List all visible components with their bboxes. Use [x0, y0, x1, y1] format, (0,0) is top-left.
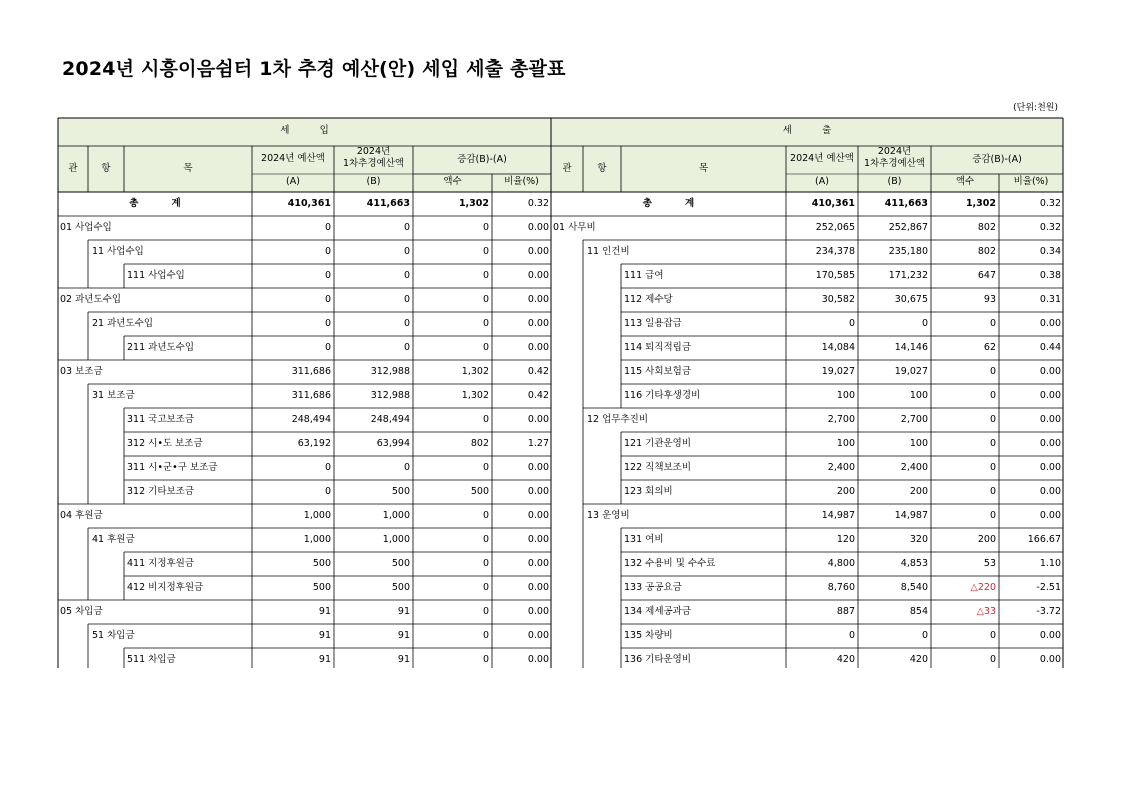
budget-b-value: 2,400 — [900, 462, 928, 473]
budget-b-value: 411,663 — [366, 198, 410, 209]
budget-b-header-sub: (B) — [366, 176, 381, 187]
diff-ratio-value: 1.27 — [527, 438, 549, 449]
diff-ratio-value: 0.00 — [527, 654, 549, 665]
diff-amount-value: 0 — [482, 414, 489, 425]
diff-amount-value: 0 — [482, 630, 489, 641]
budget-a-value: 887 — [836, 606, 855, 617]
diff-amount-value: 1,302 — [461, 390, 489, 401]
row-label: 116 기타후생경비 — [624, 390, 701, 401]
budget-b-value: 854 — [909, 606, 928, 617]
budget-b-value: 312,988 — [370, 366, 410, 377]
budget-b-value: 0 — [403, 270, 410, 281]
row-label: 02 과년도수입 — [60, 294, 121, 305]
budget-b-value: 100 — [909, 438, 928, 449]
row-label: 311 시•군•구 보조금 — [127, 462, 218, 473]
budget-b-header-sub: (B) — [887, 176, 902, 187]
mok-header: 목 — [183, 163, 193, 174]
budget-a-value: 0 — [324, 342, 331, 353]
budget-a-header: 2024년 예산액 — [261, 153, 325, 164]
row-label: 114 퇴직적립금 — [624, 342, 692, 353]
diff-amount-value: 0 — [989, 630, 996, 641]
row-label: 134 제세공과금 — [624, 606, 692, 617]
diff-amount-value: 0 — [482, 510, 489, 521]
row-label: 21 과년도수입 — [92, 318, 153, 329]
row-label: 115 사회보험금 — [624, 366, 692, 377]
diff-ratio-value: 0.00 — [527, 558, 549, 569]
row-label: 511 차입금 — [127, 654, 176, 665]
diff-ratio-value: 0.00 — [527, 270, 549, 281]
budget-a-header-sub: (A) — [815, 176, 829, 187]
budget-b-value: 2,700 — [900, 414, 928, 425]
budget-b-value: 0 — [403, 294, 410, 305]
hang-header: 항 — [101, 163, 111, 174]
budget-a-value: 100 — [836, 438, 855, 449]
diff-amount-value: 0 — [482, 654, 489, 665]
row-label: 311 국고보조금 — [127, 414, 195, 425]
diff-amount-value: △33 — [976, 606, 996, 617]
row-label: 31 보조금 — [92, 390, 135, 401]
budget-b-value: 248,494 — [370, 414, 410, 425]
mok-header: 목 — [698, 163, 709, 174]
budget-b-value: 171,232 — [888, 270, 928, 281]
row-label: 51 차입금 — [92, 630, 135, 641]
diff-amount-value: 0 — [482, 270, 489, 281]
diff-ratio-value: 0.32 — [527, 198, 549, 209]
row-label: 412 비지정후원금 — [127, 582, 204, 593]
budget-b-value: 0 — [403, 246, 410, 257]
budget-a-header-sub: (A) — [286, 176, 300, 187]
diff-amount-value: 1,302 — [965, 198, 996, 209]
diff-amount-value: 0 — [482, 582, 489, 593]
diff-ratio-value: 1.10 — [1039, 558, 1061, 569]
diff-ratio-value: 0.00 — [527, 342, 549, 353]
budget-a-value: 410,361 — [811, 198, 855, 209]
budget-a-value: 30,582 — [821, 294, 855, 305]
diff-amount-value: 0 — [989, 366, 996, 377]
budget-a-value: 311,686 — [291, 366, 331, 377]
diff-header: 증감(B)-(A) — [457, 154, 507, 165]
diff-ratio-value: 0.00 — [1039, 630, 1061, 641]
budget-b-value: 19,027 — [894, 366, 928, 377]
diff-ratio-value: -3.72 — [1036, 606, 1061, 617]
row-label: 121 기관운영비 — [624, 438, 692, 449]
row-label: 111 사업수입 — [127, 270, 185, 281]
budget-b-value: 1,000 — [382, 534, 410, 545]
diff-ratio-value: 0.32 — [1039, 222, 1061, 233]
row-label: 01 사업수입 — [60, 222, 112, 233]
budget-a-value: 0 — [324, 318, 331, 329]
diff-ratio-value: 0.00 — [1039, 462, 1061, 473]
hang-header: 항 — [597, 163, 607, 174]
gwan-header: 관 — [68, 163, 78, 174]
row-label: 312 시•도 보조금 — [127, 438, 203, 449]
budget-a-value: 14,987 — [821, 510, 855, 521]
budget-a-value: 100 — [836, 390, 855, 401]
diff-ratio-value: 0.00 — [527, 486, 549, 497]
diff-header: 증감(B)-(A) — [972, 154, 1022, 165]
diff-ratio-value: 0.34 — [1039, 246, 1061, 257]
diff-ratio-value: 0.00 — [527, 414, 549, 425]
diff-ratio-value: 0.42 — [527, 390, 549, 401]
diff-amount-value: 0 — [989, 486, 996, 497]
diff-amount-value: 1,302 — [458, 198, 489, 209]
row-label: 11 사업수입 — [92, 246, 144, 257]
diff-ratio-value: -2.51 — [1036, 582, 1061, 593]
budget-b-value: 0 — [403, 318, 410, 329]
diff-amount-value: 0 — [482, 294, 489, 305]
diff-ratio-value: 0.00 — [1039, 486, 1061, 497]
budget-a-value: 91 — [318, 630, 331, 641]
ratio-header: 비율(%) — [504, 176, 539, 187]
diff-amount-value: 0 — [989, 318, 996, 329]
row-label: 총 계 — [642, 198, 695, 209]
budget-a-value: 311,686 — [291, 390, 331, 401]
budget-b-value: 0 — [921, 318, 928, 329]
row-label: 13 운영비 — [587, 510, 630, 521]
diff-amount-value: 0 — [482, 534, 489, 545]
row-label: 111 급여 — [624, 270, 664, 281]
row-label: 211 과년도수입 — [127, 342, 195, 353]
budget-b-value: 0 — [403, 222, 410, 233]
diff-amount-value: 0 — [482, 462, 489, 473]
diff-amount-value: 802 — [470, 438, 489, 449]
budget-a-value: 2,700 — [827, 414, 855, 425]
budget-a-value: 0 — [324, 462, 331, 473]
diff-amount-value: 0 — [989, 510, 996, 521]
budget-b-value: 320 — [909, 534, 928, 545]
budget-a-value: 234,378 — [815, 246, 855, 257]
row-label: 122 직책보조비 — [624, 462, 692, 473]
budget-a-value: 91 — [318, 606, 331, 617]
diff-amount-value: 93 — [983, 294, 996, 305]
row-label: 411 지정후원금 — [127, 558, 195, 569]
budget-b-value: 91 — [397, 606, 410, 617]
expense-section-header: 세 출 — [782, 125, 832, 136]
budget-b-value: 8,540 — [900, 582, 928, 593]
budget-a-value: 2,400 — [827, 462, 855, 473]
budget-b-header: 2024년 — [877, 146, 912, 157]
diff-amount-value: 1,302 — [461, 366, 489, 377]
budget-b-value: 14,987 — [894, 510, 928, 521]
budget-a-value: 120 — [836, 534, 855, 545]
budget-a-value: 0 — [848, 318, 855, 329]
gwan-header: 관 — [562, 163, 572, 174]
row-label: 113 일용잡급 — [624, 318, 682, 329]
diff-amount-value: △220 — [970, 582, 996, 593]
budget-a-value: 410,361 — [287, 198, 331, 209]
diff-ratio-value: 0.00 — [527, 510, 549, 521]
diff-ratio-value: 0.00 — [1039, 510, 1061, 521]
diff-ratio-value: 0.44 — [1039, 342, 1061, 353]
budget-b-value: 312,988 — [370, 390, 410, 401]
diff-ratio-value: 0.00 — [1039, 438, 1061, 449]
row-label: 123 회의비 — [624, 486, 673, 497]
diff-ratio-value: 0.38 — [1039, 270, 1061, 281]
diff-ratio-value: 0.00 — [527, 534, 549, 545]
budget-b-value: 91 — [397, 654, 410, 665]
budget-b-value: 200 — [909, 486, 928, 497]
diff-ratio-value: 0.00 — [527, 630, 549, 641]
row-label: 05 차입금 — [60, 606, 103, 617]
budget-b-value: 500 — [391, 558, 410, 569]
budget-b-header-2: 1차추경예산액 — [863, 158, 926, 169]
diff-amount-value: 0 — [989, 462, 996, 473]
row-label: 312 기타보조금 — [127, 486, 195, 497]
diff-ratio-value: 0.31 — [1039, 294, 1061, 305]
budget-b-value: 0 — [921, 630, 928, 641]
diff-amount-value: 200 — [977, 534, 996, 545]
budget-a-value: 1,000 — [303, 534, 331, 545]
budget-a-value: 420 — [836, 654, 855, 665]
budget-b-header-2: 1차추경예산액 — [342, 158, 405, 169]
amount-header: 액수 — [955, 176, 975, 187]
budget-a-value: 0 — [324, 486, 331, 497]
diff-ratio-value: 0.42 — [527, 366, 549, 377]
row-label: 12 업무추진비 — [587, 414, 648, 425]
diff-amount-value: 53 — [983, 558, 996, 569]
budget-a-value: 0 — [324, 246, 331, 257]
ratio-header: 비율(%) — [1013, 176, 1049, 187]
row-label: 41 후원금 — [92, 534, 135, 545]
diff-ratio-value: 0.32 — [1039, 198, 1061, 209]
diff-amount-value: 647 — [977, 270, 996, 281]
budget-b-value: 63,994 — [376, 438, 410, 449]
budget-a-value: 200 — [836, 486, 855, 497]
budget-b-value: 411,663 — [884, 198, 928, 209]
diff-ratio-value: 0.00 — [1039, 318, 1061, 329]
budget-a-value: 4,800 — [827, 558, 855, 569]
budget-a-value: 91 — [318, 654, 331, 665]
budget-a-value: 248,494 — [291, 414, 331, 425]
diff-ratio-value: 0.00 — [1039, 654, 1061, 665]
budget-a-value: 14,084 — [821, 342, 855, 353]
budget-b-value: 235,180 — [888, 246, 928, 257]
row-label: 133 공공요금 — [624, 582, 682, 593]
row-label: 132 수용비 및 수수료 — [624, 558, 716, 569]
diff-amount-value: 0 — [989, 390, 996, 401]
amount-header: 액수 — [443, 176, 462, 187]
budget-b-header: 2024년 — [356, 146, 391, 157]
diff-ratio-value: 0.00 — [1039, 414, 1061, 425]
row-label: 01 사무비 — [553, 222, 596, 233]
budget-b-value: 30,675 — [894, 294, 928, 305]
diff-amount-value: 0 — [989, 438, 996, 449]
budget-b-value: 100 — [909, 390, 928, 401]
diff-amount-value: 500 — [470, 486, 489, 497]
diff-ratio-value: 0.00 — [527, 462, 549, 473]
diff-ratio-value: 0.00 — [527, 246, 549, 257]
budget-a-value: 0 — [324, 222, 331, 233]
row-label: 04 후원금 — [60, 510, 103, 521]
row-label: 131 여비 — [624, 534, 664, 545]
diff-ratio-value: 0.00 — [527, 294, 549, 305]
budget-b-value: 4,853 — [900, 558, 928, 569]
diff-amount-value: 0 — [482, 318, 489, 329]
page-title: 2024년 시흥이음쉼터 1차 추경 예산(안) 세입 세출 총괄표 — [62, 58, 566, 80]
budget-a-value: 19,027 — [821, 366, 855, 377]
diff-amount-value: 0 — [989, 414, 996, 425]
diff-ratio-value: 0.00 — [1039, 366, 1061, 377]
diff-ratio-value: 166.67 — [1027, 534, 1061, 545]
budget-a-value: 0 — [324, 294, 331, 305]
diff-ratio-value: 0.00 — [527, 222, 549, 233]
budget-a-value: 63,192 — [297, 438, 331, 449]
row-label: 112 제수당 — [624, 294, 673, 305]
budget-a-value: 252,065 — [815, 222, 855, 233]
budget-a-value: 500 — [312, 558, 331, 569]
diff-amount-value: 0 — [482, 342, 489, 353]
diff-amount-value: 802 — [977, 246, 996, 257]
budget-a-value: 1,000 — [303, 510, 331, 521]
diff-amount-value: 802 — [977, 222, 996, 233]
budget-b-value: 1,000 — [382, 510, 410, 521]
diff-amount-value: 0 — [989, 654, 996, 665]
row-label: 135 차량비 — [624, 630, 673, 641]
budget-a-header: 2024년 예산액 — [790, 153, 854, 164]
row-label: 총 계 — [129, 198, 181, 209]
diff-ratio-value: 0.00 — [527, 582, 549, 593]
diff-amount-value: 0 — [482, 222, 489, 233]
budget-b-value: 0 — [403, 342, 410, 353]
diff-ratio-value: 0.00 — [1039, 390, 1061, 401]
row-label: 136 기타운영비 — [624, 654, 692, 665]
budget-b-value: 14,146 — [894, 342, 928, 353]
budget-a-value: 8,760 — [827, 582, 855, 593]
budget-b-value: 500 — [391, 486, 410, 497]
budget-a-value: 170,585 — [815, 270, 855, 281]
budget-b-value: 500 — [391, 582, 410, 593]
budget-b-value: 420 — [909, 654, 928, 665]
row-label: 03 보조금 — [60, 366, 103, 377]
unit-label: (단위:천원) — [1013, 103, 1058, 113]
budget-b-value: 91 — [397, 630, 410, 641]
budget-a-value: 0 — [848, 630, 855, 641]
revenue-section-header: 세 입 — [280, 125, 329, 136]
budget-a-value: 500 — [312, 582, 331, 593]
diff-amount-value: 0 — [482, 246, 489, 257]
diff-amount-value: 62 — [983, 342, 996, 353]
diff-ratio-value: 0.00 — [527, 606, 549, 617]
budget-b-value: 0 — [403, 462, 410, 473]
diff-ratio-value: 0.00 — [527, 318, 549, 329]
diff-amount-value: 0 — [482, 606, 489, 617]
budget-a-value: 0 — [324, 270, 331, 281]
diff-amount-value: 0 — [482, 558, 489, 569]
budget-b-value: 252,867 — [888, 222, 928, 233]
row-label: 11 인건비 — [587, 246, 630, 257]
